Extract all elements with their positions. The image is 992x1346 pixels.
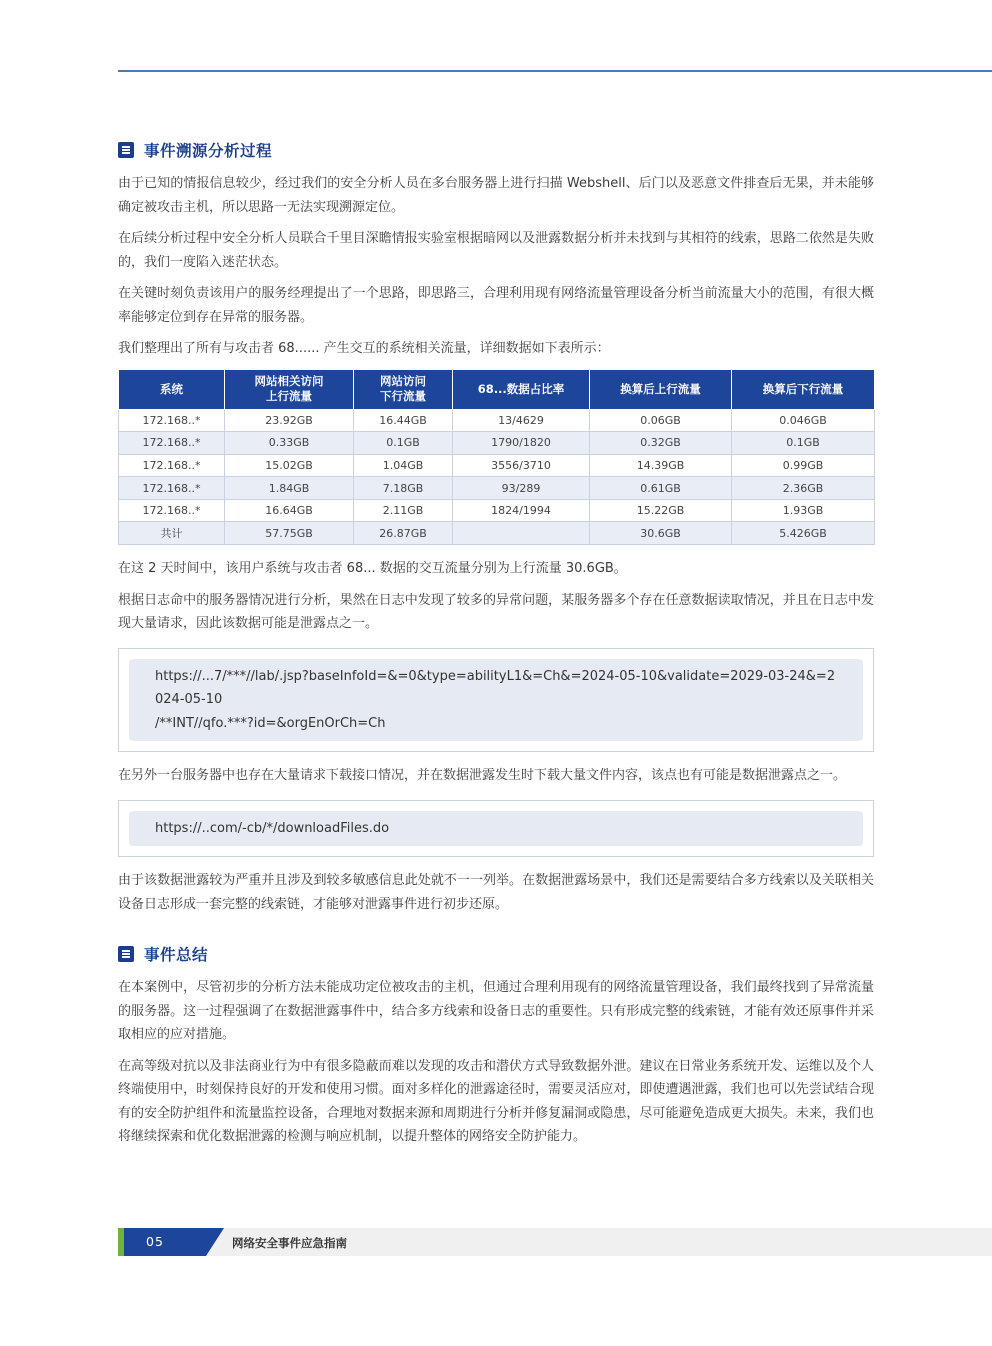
table-cell — [453, 522, 590, 545]
table-cell: 1790/1820 — [453, 432, 590, 455]
table-cell: 0.06GB — [590, 409, 732, 432]
table-cell: 0.33GB — [225, 432, 354, 455]
paragraph: 在另外一台服务器中也存在大量请求下载接口情况，并在数据泄露发生时下载大量文件内容，该点也有可能是数据泄露点之一。 — [118, 768, 847, 784]
table-cell: 93/289 — [453, 477, 590, 500]
paragraph: 我们整理出了所有与攻击者 68...... 产生交互的系统相关流量，详细数据如下表所示： — [118, 341, 610, 356]
table-cell: 16.64GB — [225, 499, 354, 522]
paragraph: 根据日志命中的服务器情况进行分析，果然在日志中发现了较多的异常问题，某服务器多个存在任意数据读取情况，并且在日志中发现大量请求，因此该数据可能是泄露点之一。 — [118, 592, 874, 632]
paragraph: 由于该数据泄露较为严重并且涉及到较多敏感信息此处就不一一列举。在数据泄露场景中，我们还是需要结合多方线索以及关联相关设备日志形成一套完整的线索链，才能够对泄露事件进行初步还原。 — [118, 873, 874, 912]
table-header — [225, 369, 354, 409]
table-cell: 共计 — [119, 522, 225, 545]
paragraph: 由于已知的情报信息较少，经过我们的安全分析人员在多台服务器上进行扫描 Webshell、后门以及恶意文件排查后无果，并未能够确定被攻击主机，所以思路一无法实现溯源定位。 — [118, 176, 874, 215]
table-header: 68...数据占比率 — [453, 369, 590, 409]
code-line: https://...7/***//lab/.jsp?baseInfoId=&=0&type=abilityL1&=Ch&=2024-05-10&validate=2029-03-24&=2024-05-10 — [155, 668, 836, 708]
table-cell: 57.75GB — [225, 522, 354, 545]
table-cell: 172.168..* — [119, 432, 225, 455]
document-icon — [118, 142, 134, 158]
header-rule — [118, 70, 992, 72]
table-cell: 1824/1994 — [453, 499, 590, 522]
table-cell: 23.92GB — [225, 409, 354, 432]
table-row — [119, 477, 875, 500]
header-line: 上行流量 — [266, 389, 312, 403]
table-cell: 0.99GB — [732, 454, 875, 477]
table-cell: 15.02GB — [225, 454, 354, 477]
table-header: 换算后下行流量 — [732, 369, 875, 409]
table-cell: 172.168..* — [119, 409, 225, 432]
table-cell: 30.6GB — [590, 522, 732, 545]
table-cell: 3556/3710 — [453, 454, 590, 477]
table-cell: 172.168..* — [119, 499, 225, 522]
table-row — [119, 432, 875, 455]
table-cell: 0.046GB — [732, 409, 875, 432]
code-line: https://..com/-cb/*/downloadFiles.do — [155, 820, 390, 836]
table-header — [354, 369, 453, 409]
table-cell: 14.39GB — [590, 454, 732, 477]
section-heading-summary — [118, 940, 874, 968]
code-line: /**INT//qfo.***?id=&orgEnOrCh=Ch — [155, 715, 386, 731]
table-header: 系统 — [119, 369, 225, 409]
code-content — [129, 811, 863, 847]
footer-accent-green — [118, 1228, 124, 1256]
table-cell: 2.36GB — [732, 477, 875, 500]
table-cell: 1.93GB — [732, 499, 875, 522]
page-number: 05 — [146, 1234, 164, 1249]
table-total-row — [119, 522, 875, 545]
table-cell: 5.426GB — [732, 522, 875, 545]
table-cell: 0.1GB — [354, 432, 453, 455]
code-block — [118, 800, 874, 858]
table-cell: 13/4629 — [453, 409, 590, 432]
section-title: 事件总结 — [144, 946, 209, 965]
table-cell: 0.1GB — [732, 432, 875, 455]
page-content — [118, 136, 874, 1157]
section-heading-trace — [118, 136, 874, 164]
table-cell: 0.61GB — [590, 477, 732, 500]
table-cell: 26.87GB — [354, 522, 453, 545]
header-line: 网站访问 — [380, 374, 426, 388]
footer-title: 网络安全事件应急指南 — [232, 1236, 347, 1250]
paragraph: 在本案例中，尽管初步的分析方法未能成功定位被攻击的主机，但通过合理利用现有的网络流量管理设备，我们最终找到了异常流量的服务器。这一过程强调了在数据泄露事件中，结合多方线索和设备日志的重要性。只有形成完整的线索链，才能有效还原事件并采取相应的应对措施。 — [118, 980, 874, 1043]
document-icon — [118, 946, 134, 962]
header-line: 网站相关访问 — [254, 374, 324, 388]
table-row — [119, 454, 875, 477]
table-cell: 1.04GB — [354, 454, 453, 477]
table-cell: 15.22GB — [590, 499, 732, 522]
paragraph: 在高等级对抗以及非法商业行为中有很多隐蔽而难以发现的攻击和潜伏方式导致数据外泄。建议在日常业务系统开发、运维以及个人终端使用中，时刻保持良好的开发和使用习惯。面对多样化的泄露途径时，需要灵活应对，即使遭遇泄露，我们也可以先尝试结合现有的安全防护组件和流量监控设备，合理地对数据来源和周期进行分析并修复漏洞或隐患，尽可能避免造成更大损失。未来，我们也将继续探索和优化数据泄露的检测与响应机制，以提升整体的网络安全防护能力。 — [118, 1058, 874, 1145]
table-cell: 2.11GB — [354, 499, 453, 522]
paragraph: 在关键时刻负责该用户的服务经理提出了一个思路，即思路三，合理利用现有网络流量管理设备分析当前流量大小的范围，有很大概率能够定位到存在异常的服务器。 — [118, 286, 874, 325]
table-cell: 7.18GB — [354, 477, 453, 500]
code-content — [129, 659, 863, 742]
traffic-table — [118, 369, 875, 546]
table-cell: 172.168..* — [119, 477, 225, 500]
page-footer — [118, 1228, 992, 1256]
table-row — [119, 409, 875, 432]
paragraph: 在这 2 天时间中，该用户系统与攻击者 68... 数据的交互流量分别为上行流量 30.6GB。 — [118, 561, 627, 577]
code-block — [118, 648, 874, 753]
paragraph: 在后续分析过程中安全分析人员联合千里目深瞻情报实验室根据暗网以及泄露数据分析并未找到与其相符的线索，思路二依然是失败的，我们一度陷入迷茫状态。 — [118, 231, 874, 270]
section-title: 事件溯源分析过程 — [144, 142, 273, 160]
table-header: 换算后上行流量 — [590, 369, 732, 409]
table-cell: 0.32GB — [590, 432, 732, 455]
table-header-row — [119, 369, 875, 409]
table-cell: 16.44GB — [354, 409, 453, 432]
table-row — [119, 499, 875, 522]
header-line: 下行流量 — [380, 389, 426, 403]
table-cell: 1.84GB — [225, 477, 354, 500]
table-cell: 172.168..* — [119, 454, 225, 477]
